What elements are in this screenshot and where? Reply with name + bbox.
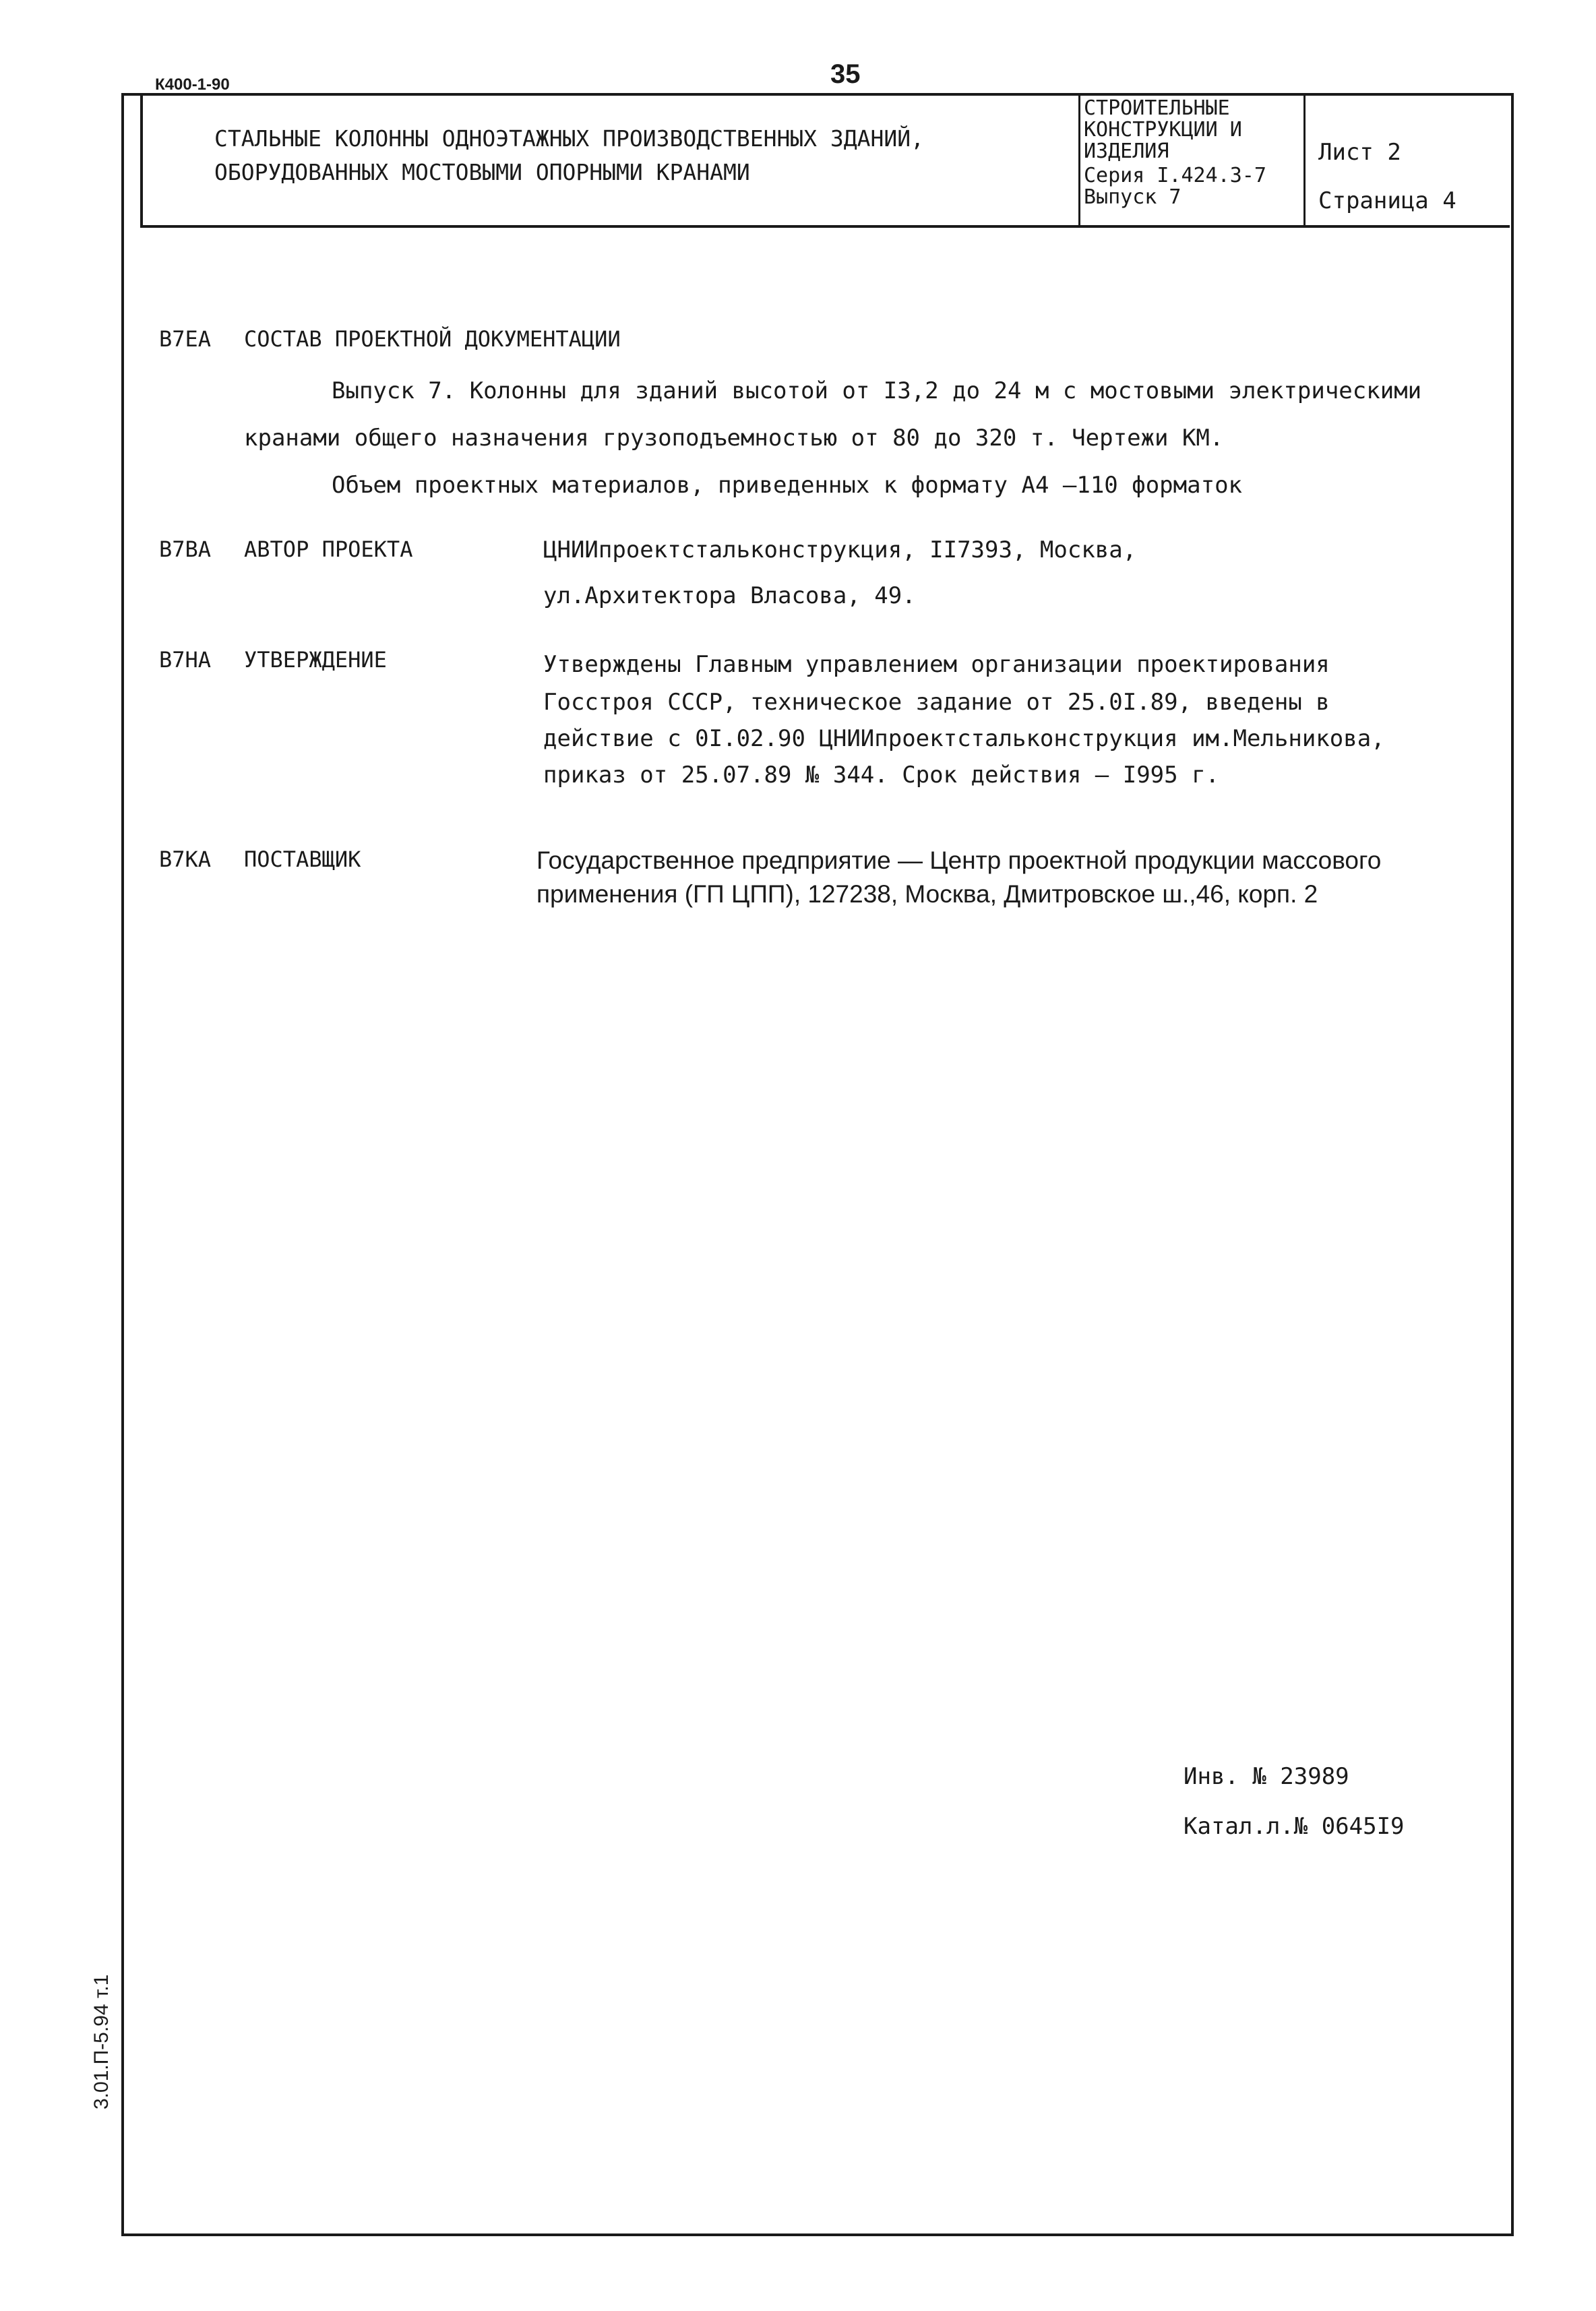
- section-code-supplier: В7КА: [159, 846, 212, 872]
- supplier-text-line2: применения (ГП ЦПП), 127238, Москва, Дмитровское ш.,46, корп. 2: [536, 880, 1318, 908]
- approval-text-line2: Госстроя СССР, техническое задание от 25.0I.89, введены в: [543, 689, 1330, 716]
- category-line2: КОНСТРУКЦИИ И: [1084, 118, 1242, 142]
- section-title-supplier: ПОСТАВЩИК: [244, 846, 361, 872]
- title-block-column-divider: [1303, 93, 1306, 226]
- author-text-line2: ул.Архитектора Власова, 49.: [543, 582, 916, 609]
- section-title-composition: СОСТАВ ПРОЕКТНОЙ ДОКУМЕНТАЦИИ: [244, 326, 621, 352]
- category-line3: ИЗДЕЛИЯ: [1084, 140, 1169, 163]
- document-title-line2: ОБОРУДОВАННЫХ МОСТОВЫМИ ОПОРНЫМИ КРАНАМИ: [214, 159, 750, 185]
- document-title-line1: СТАЛЬНЫЕ КОЛОННЫ ОДНОЭТАЖНЫХ ПРОИЗВОДСТВЕННЫХ ЗДАНИЙ,: [214, 125, 924, 152]
- section-code-composition: В7ЕА: [159, 326, 212, 352]
- title-block-left-border: [140, 93, 143, 228]
- side-stamp: 3.01.П-5.94 т.1: [90, 1974, 113, 2109]
- approval-text-line1: Утверждены Главным управлением организации проектирования: [543, 651, 1330, 678]
- series-number: Серия I.424.3-7: [1084, 164, 1266, 187]
- category-line1: СТРОИТЕЛЬНЫЕ: [1084, 96, 1230, 120]
- issue-number: Выпуск 7: [1084, 185, 1181, 209]
- approval-text-line4: приказ от 25.07.89 № 344. Срок действия – I995 г.: [543, 762, 1220, 789]
- composition-text-line2: кранами общего назначения грузоподъемностью от 80 до 320 т. Чертежи КМ.: [244, 425, 1224, 452]
- sheet-number: Лист 2: [1318, 139, 1401, 166]
- title-block-column-divider: [1078, 93, 1080, 226]
- document-code: К400-1-90: [155, 75, 230, 94]
- section-code-approval: В7НА: [159, 647, 212, 673]
- composition-text-line1: Выпуск 7. Колонны для зданий высотой от I3,2 до 24 м с мостовыми электрическими: [332, 377, 1422, 404]
- approval-text-line3: действие с 0I.02.90 ЦНИИпроектстальконструкция им.Мельникова,: [543, 725, 1385, 752]
- composition-text-line3: Объем проектных материалов, приведенных к формату А4 –110 форматок: [332, 472, 1243, 499]
- section-code-author: В7ВА: [159, 536, 212, 562]
- page-frame: [121, 93, 1514, 2236]
- page-label: Страница 4: [1318, 187, 1456, 214]
- section-title-author: АВТОР ПРОЕКТА: [244, 536, 413, 562]
- author-text-line1: ЦНИИпроектстальконструкция, II7393, Москва,: [543, 536, 1137, 563]
- section-title-approval: УТВЕРЖДЕНИЕ: [244, 647, 387, 673]
- supplier-text-line1: Государственное предприятие — Центр проектной продукции массового: [536, 846, 1382, 874]
- catalog-number: Катал.л.№ 0645I9: [1184, 1813, 1405, 1840]
- page-number: 35: [830, 59, 861, 89]
- inventory-number: Инв. № 23989: [1184, 1763, 1349, 1790]
